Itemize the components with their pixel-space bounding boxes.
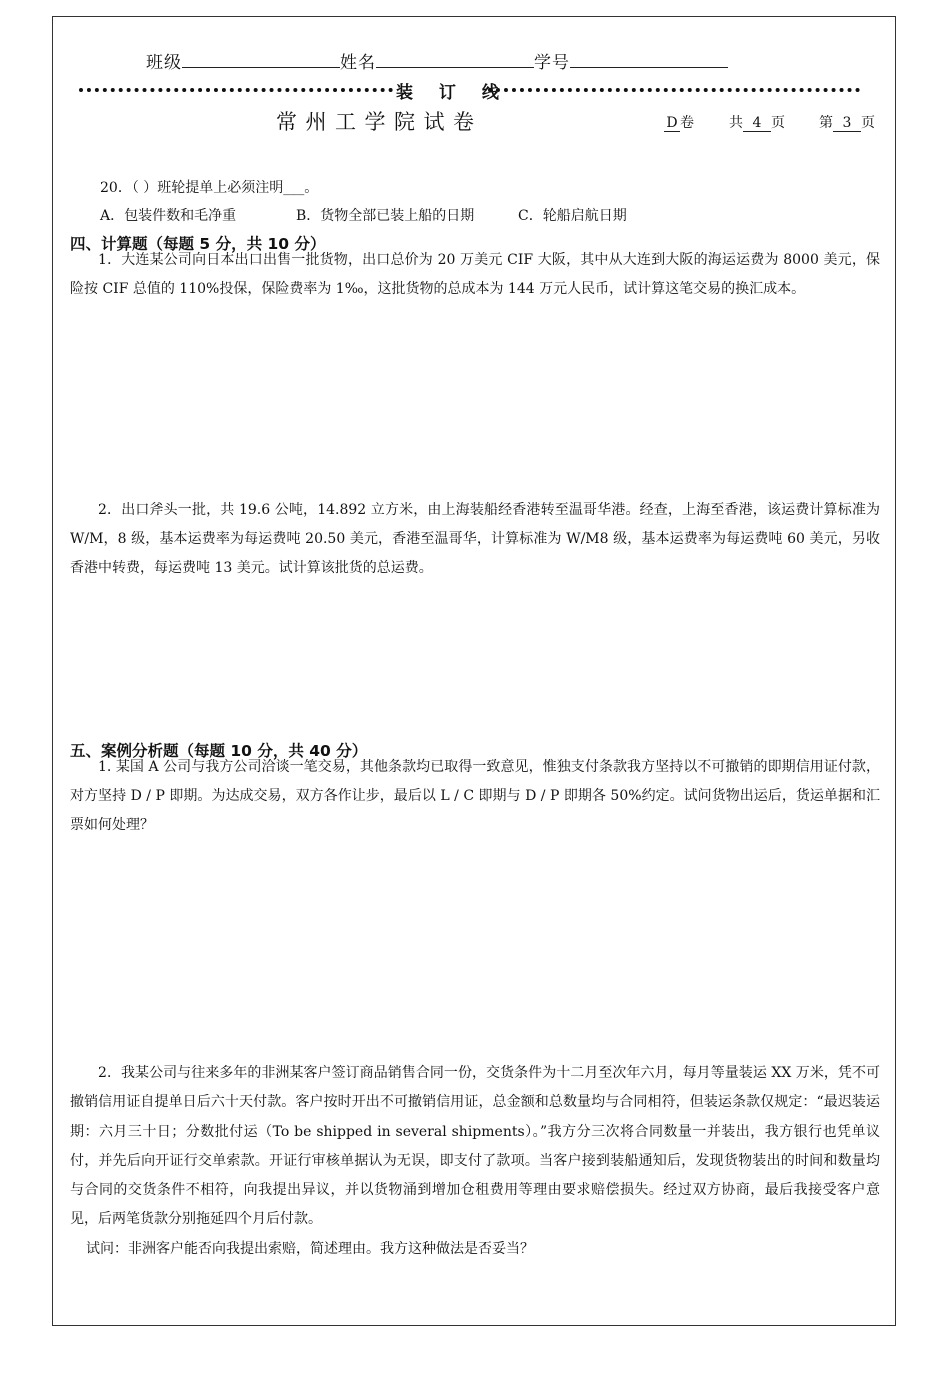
total-pages <box>729 112 785 132</box>
current-page-value: 3 <box>833 115 861 132</box>
section-5-question-2-ask: 试问：非洲客户能否向我提出索赔，简述理由。我方这种做法是否妥当？ <box>86 1241 534 1257</box>
current-page <box>819 112 875 132</box>
current-suffix: 页 <box>861 115 875 131</box>
paper-version <box>664 112 694 132</box>
total-pages-value: 4 <box>743 115 771 132</box>
q20-option-c: C．轮船启航日期 <box>518 208 627 224</box>
section-4-question-1: 1．大连某公司向日本出口出售一批货物，出口总价为 20 万美元 CIF 大阪，其中从大连到大阪的海运运费为 8000 美元，保险按 CIF 总值的 110%投保，保险费率为 1‰，这批货物的总成本为 144 万元人民币，试计算这笔交易的换汇成本。 <box>70 252 880 297</box>
total-suffix: 页 <box>771 115 785 131</box>
id-label: 学号 <box>534 53 570 73</box>
class-label: 班级 <box>146 53 182 73</box>
binding-dots-right <box>488 88 860 92</box>
name-label: 姓名 <box>340 53 376 73</box>
section-5-question-1: 1. 某国 A 公司与我方公司洽谈一笔交易，其他条款均已取得一致意见，惟独支付条款我方坚持以不可撤销的即期信用证付款，对方坚持 D / P 即期。为达成交易，双方各作让步，最后以 L / C 即期与 D / P 即期各 50%约定。试问货物出运后，货运单据和汇票如何处理？ <box>70 759 880 833</box>
total-prefix: 共 <box>729 115 743 131</box>
section-5-heading: 五、案例分析题（每题 10 分，共 40 分） <box>70 742 368 760</box>
paper-suffix: 卷 <box>680 115 694 131</box>
id-blank[interactable] <box>570 51 728 68</box>
page-title: 常州工学院试卷 <box>276 110 483 134</box>
name-blank[interactable] <box>376 51 534 68</box>
q20-option-a: A．包装件数和毛净重 <box>100 208 237 224</box>
binding-line-label: 装 订 线 <box>396 83 509 103</box>
header-info-row <box>146 48 728 73</box>
paper-letter: D <box>664 115 680 132</box>
class-blank[interactable] <box>182 51 340 68</box>
binding-dots-left <box>79 88 393 92</box>
q20-option-b: B．货物全部已装上船的日期 <box>296 208 475 224</box>
section-4-heading: 四、计算题（每题 5 分，共 10 分） <box>70 235 326 253</box>
current-prefix: 第 <box>819 115 833 131</box>
section-5-question-2: 2．我某公司与往来多年的非洲某客户签订商品销售合同一份，交货条件为十二月至次年六月，每月等量装运 XX 万米，凭不可撤销信用证自提单日后六十天付款。客户按时开出不可撤销信用证，总金额和总数量均与合同相符，但装运条款仅规定：“最迟装运期：六月三十日；分数批付运（To be shipped in several shipments）。”我方分三次将合同数量一并装出，我方银行也凭单议付，并先后向开证行交单索款。开证行审核单据认为无误，即支付了款项。当客户接到装船通知后，发现货物装出的时间和数量均与合同的交货条件不相符，向我提出异议，并以货物涌到增加仓租费用等理由要求赔偿损失。经过双方协商，最后我接受客户意见，后两笔货款分别拖延四个月后付款。 <box>70 1065 880 1228</box>
q20-stem: 20．（ ）班轮提单上必须注明___。 <box>100 180 319 196</box>
section-4-question-2: 2．出口斧头一批，共 19.6 公吨，14.892 立方米，由上海装船经香港转至温哥华港。经查，上海至香港，该运费计算标准为 W/M，8 级，基本运费率为每运费吨 20.50 美元，香港至温哥华，计算标准为 W/M8 级，基本运费率为每运费吨 60 美元，另收香港中转费，每运费吨 13 美元。试计算该批货的总运费。 <box>70 502 880 576</box>
